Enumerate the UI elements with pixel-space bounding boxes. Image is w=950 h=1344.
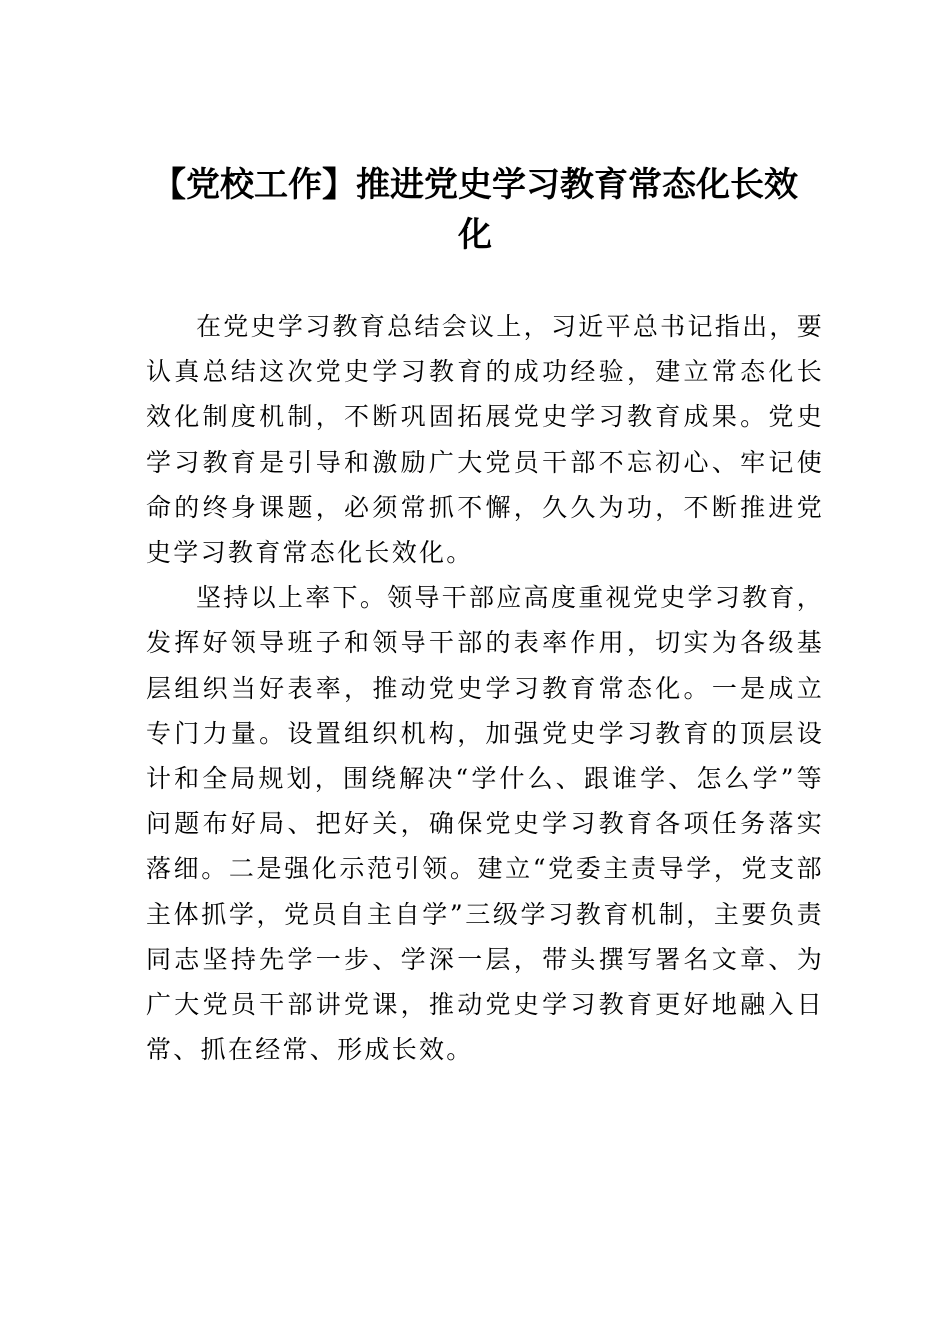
paragraph-2: 坚持以上率下。领导干部应高度重视党史学习教育，发挥好领导班子和领导干部的表率作用，切实为各级基层组织当好表率，推动党史学习教育常态化。一是成立专门力量。设置组织机构，加强党史学习教育的顶层设计和全局规划，围绕解决“学什么、跟谁学、怎么学”等问题布好局、把好关，确保党史学习教育各项任务落实落细。二是强化示范引领。建立“党委主责导学，党支部主体抓学，党员自主自学”三级学习教育机制，主要负责同志坚持先学一步、学深一层，带头撰写署名文章、为广大党员干部讲党课，推动党史学习教育更好地融入日常、抓在经常、形成长效。 xyxy=(146,583,824,1065)
document-title: 【党校工作】推进党史学习教育常态化长效化 xyxy=(152,165,798,255)
paragraph-1: 在党史学习教育总结会议上，习近平总书记指出，要认真总结这次党史学习教育的成功经验，建立常态化长效化制度机制，不断巩固拓展党史学习教育成果。党史学习教育是引导和激励广大党员干部不忘初心、牢记使命的终身课题，必须常抓不懈，久久为功，不断推进党史学习教育常态化长效化。 xyxy=(146,312,824,568)
document-body xyxy=(146,304,824,1072)
